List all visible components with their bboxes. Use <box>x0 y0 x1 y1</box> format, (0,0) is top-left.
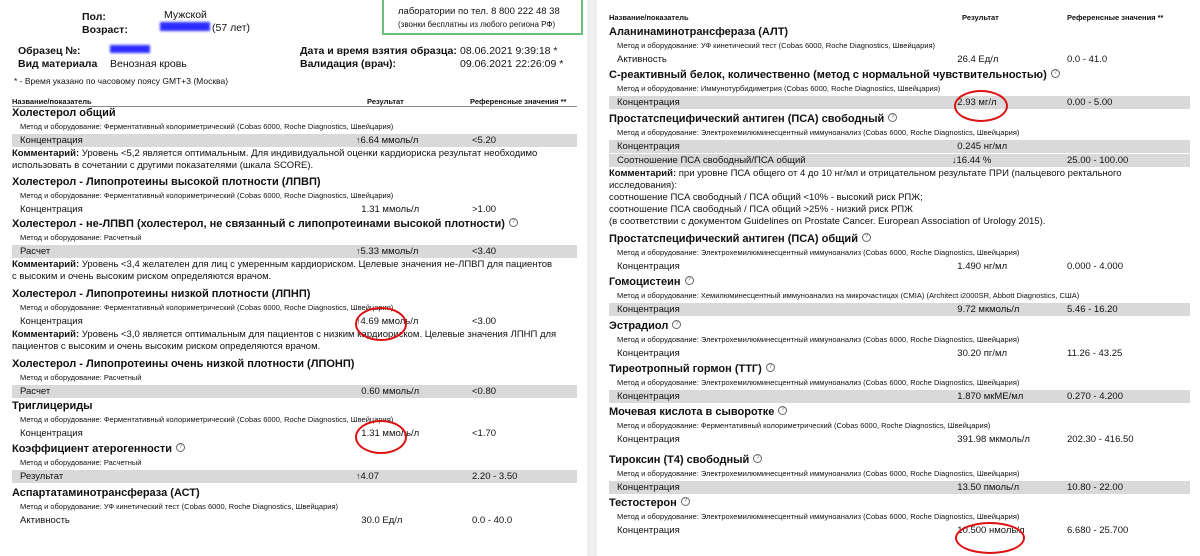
method-text: Метод и оборудование: Ферментативный колориметрический (Cobas 6000, Roche Diagnostics, Швейцария) <box>617 421 991 430</box>
result-row <box>609 96 1190 109</box>
indicator-name: Концентрация <box>20 428 83 439</box>
arrow-up-icon: ↑ <box>356 471 361 481</box>
indicator-name: Концентрация <box>617 141 680 152</box>
test-title-text: Аспартатаминотрансфераза (АСТ) <box>12 487 200 499</box>
result-row <box>609 140 1190 153</box>
test-title-text: Гомоцистеин <box>609 276 681 288</box>
result-text: 2.93 мг/л <box>957 97 997 108</box>
result-row <box>12 514 577 527</box>
result-value <box>952 304 1019 315</box>
test-section <box>597 233 1200 273</box>
comment-label: Комментарий: <box>12 259 80 270</box>
test-title-text: Тиреотропный гормон (ТТГ) <box>609 363 762 375</box>
lab-contact-box <box>382 0 583 35</box>
result-text: 1.870 мкМЕ/мл <box>957 391 1024 402</box>
test-title <box>12 487 200 499</box>
arrow-up-icon: ↑ <box>356 246 361 256</box>
method-text: Метод и оборудование: Ферментативный колориметрический (Cobas 6000, Roche Diagnostics, Швейцария) <box>20 303 394 312</box>
reference-range: 0.0 - 41.0 <box>1067 54 1108 65</box>
method-text: Метод и оборудование: Иммунотурбидиметрия (Cobas 6000, Roche Diagnostics, Швейцария) <box>617 84 941 93</box>
reference-range: 202.30 - 416.50 <box>1067 434 1134 445</box>
indicator-name: Соотношение ПСА свободный/ПСА общий <box>617 155 806 166</box>
comment-line: (в соответствии с документом Guidelines on Prostate Cancer. European Association of Urology 2015). <box>609 216 1046 227</box>
result-value <box>356 515 402 526</box>
highlight-circle-crp <box>954 90 1008 122</box>
test-title <box>12 288 310 300</box>
test-section <box>597 320 1200 360</box>
result-row <box>609 154 1190 167</box>
result-row <box>12 385 577 398</box>
result-value <box>952 434 1030 445</box>
indicator-name: Концентрация <box>617 348 680 359</box>
reference-range: 0.0 - 40.0 <box>472 515 513 526</box>
test-section <box>0 443 587 483</box>
indicator-name: Расчет <box>20 246 51 257</box>
col-header-result: Результат <box>962 13 999 22</box>
reference-range: <3.00 <box>472 316 497 327</box>
comment-line: соотношение ПСА свободный / ПСА общий >25% - низкий риск РПЖ <box>609 204 913 215</box>
method-text: Метод и оборудование: Расчетный <box>20 233 142 242</box>
date-value: 08.06.2021 9:39:18 * <box>460 45 558 57</box>
comment-line: Уровень <3,0 является оптимальным для пациентов с низким кардиориском. Целевые значения ЛПНП для <box>79 329 557 340</box>
test-title-text: Простатспецифический антиген (ПСА) свободный <box>609 113 885 125</box>
test-title <box>12 218 518 230</box>
result-value <box>952 482 1019 493</box>
timezone-note: * - Время указано по часовому поясу GMT+3 (Москва) <box>14 76 229 86</box>
result-value <box>356 246 418 257</box>
reference-range: <3.40 <box>472 246 497 257</box>
comment-line: соотношение ПСА свободный / ПСА общий <10% - высокий риск РПЖ; <box>609 192 923 203</box>
result-value <box>952 348 1007 359</box>
date-label: Дата и время взятия образца: <box>300 45 457 57</box>
indicator-name: Концентрация <box>617 97 680 108</box>
result-row <box>12 315 577 328</box>
result-value <box>356 471 379 482</box>
reference-range: 11.26 - 43.25 <box>1067 348 1123 359</box>
test-section <box>0 358 587 398</box>
indicator-name: Концентрация <box>617 434 680 445</box>
validation-value: 09.06.2021 22:26:09 * <box>460 58 564 70</box>
col-header-name: Название/показатель <box>12 97 92 106</box>
result-row <box>609 53 1190 66</box>
reference-range: 5.46 - 16.20 <box>1067 304 1118 315</box>
reference-range: 2.20 - 3.50 <box>472 471 518 482</box>
test-title-text: Аланинаминотрансфераза (АЛТ) <box>609 26 789 38</box>
test-section <box>0 288 587 352</box>
test-title <box>12 400 93 412</box>
test-title <box>609 320 681 332</box>
test-section <box>0 400 587 440</box>
test-title-text: С-реактивный белок, количественно (метод с нормальной чувствительностью) <box>609 69 1047 81</box>
comment-block <box>12 148 537 172</box>
right-page <box>597 0 1200 556</box>
result-value <box>356 204 419 215</box>
result-text: 5.33 ммоль/л <box>360 246 419 257</box>
result-row <box>12 245 577 258</box>
indicator-name: Концентрация <box>617 304 680 315</box>
arrow-down-icon: ↓ <box>952 155 957 165</box>
test-title-text: Триглицериды <box>12 400 93 412</box>
lab-phone-note: (звонки бесплатны из любого региона РФ) <box>398 20 556 29</box>
comment-line: при уровне ПСА общего от 4 до 10 нг/мл и отрицательном результате ПРИ (пальцевого ректального <box>676 168 1122 179</box>
result-row <box>609 481 1190 494</box>
test-section <box>597 276 1200 316</box>
highlight-circle-ldl <box>355 307 407 341</box>
indicator-name: Активность <box>20 515 70 526</box>
result-row <box>12 134 577 147</box>
test-section <box>597 497 1200 537</box>
reference-range: >1.00 <box>472 204 497 215</box>
test-title <box>609 26 788 38</box>
info-icon[interactable]: ? <box>888 113 897 122</box>
info-icon[interactable]: ? <box>176 443 185 452</box>
result-text: 0.60 ммоль/л <box>361 386 420 397</box>
result-row <box>609 524 1190 537</box>
sex-label: Пол: <box>82 11 106 23</box>
result-row <box>12 203 577 216</box>
redacted-sample-number <box>110 45 150 53</box>
result-row <box>609 260 1190 273</box>
age-value: (57 лет) <box>212 22 251 34</box>
validation-label: Валидация (врач): <box>300 58 397 70</box>
method-text: Метод и оборудование: Ферментативный колориметрический (Cobas 6000, Roche Diagnostics, Швейцария) <box>20 122 394 131</box>
result-text: 26.4 Ед/л <box>957 54 999 65</box>
method-text: Метод и оборудование: Ферментативный колориметрический (Cobas 6000, Roche Diagnostics, Швейцария) <box>20 415 394 424</box>
result-row <box>609 433 1190 446</box>
method-text: Метод и оборудование: Хемилюминесцентный иммуноанализ на микрочастицах (CMIA) (Architect i2000SR, Abbott Diagnostics, США) <box>617 291 1080 300</box>
method-text: Метод и оборудование: Расчетный <box>20 458 142 467</box>
comment-block <box>609 168 1122 228</box>
info-icon[interactable]: ? <box>753 454 762 463</box>
result-text: 391.98 мкмоль/л <box>957 434 1030 445</box>
indicator-name: Концентрация <box>617 391 680 402</box>
arrow-up-icon: ↑ <box>356 316 361 326</box>
indicator-name: Результат <box>20 471 64 482</box>
test-title <box>609 454 762 466</box>
result-value <box>952 54 998 65</box>
left-page <box>0 0 587 556</box>
info-icon[interactable]: ? <box>862 233 871 242</box>
test-title <box>609 69 1060 81</box>
material-value: Венозная кровь <box>110 58 187 70</box>
result-text: 0.245 нг/мл <box>957 141 1008 152</box>
test-title-text: Холестерол - Липопротеины низкой плотности (ЛПНП) <box>12 288 311 300</box>
result-row <box>12 470 577 483</box>
test-title <box>609 363 775 375</box>
result-value <box>356 386 419 397</box>
test-title <box>12 443 185 455</box>
comment-block <box>12 329 556 353</box>
result-text: 1.490 нг/мл <box>957 261 1008 272</box>
highlight-circle-tg <box>355 420 407 454</box>
test-title-text: Холестерол - Липопротеины высокой плотности (ЛПВП) <box>12 176 321 188</box>
method-text: Метод и оборудование: Электрохемилюминесцентный иммуноанализ (Cobas 6000, Roche Diagnostics, Швейцария) <box>617 335 1020 344</box>
result-row <box>609 303 1190 316</box>
info-icon[interactable]: ? <box>766 363 775 372</box>
test-title <box>12 358 354 370</box>
method-text: Метод и оборудование: Электрохемилюминесцентный иммуноанализ (Cobas 6000, Roche Diagnostics, Швейцария) <box>617 469 1020 478</box>
result-row <box>609 347 1190 360</box>
result-row <box>609 390 1190 403</box>
method-text: Метод и оборудование: Электрохемилюминесцентный иммуноанализ (Cobas 6000, Roche Diagnostics, Швейцария) <box>617 512 1020 521</box>
indicator-name: Концентрация <box>617 261 680 272</box>
col-header-ref: Референсные значения ** <box>470 97 567 106</box>
reference-range: <5.20 <box>472 135 497 146</box>
arrow-up-icon: ↑ <box>356 135 361 145</box>
info-icon[interactable]: ? <box>509 218 518 227</box>
sample-label: Образец №: <box>18 45 81 57</box>
result-text: 9.72 мкмоль/л <box>957 304 1020 315</box>
comment-line: с высоким и очень высоким риском определяются врачом. <box>12 271 272 282</box>
result-text: 4.07 <box>360 471 379 482</box>
result-text: 30.20 пг/мл <box>957 348 1008 359</box>
comment-label: Комментарий: <box>609 168 677 179</box>
comment-line: Уровень <3,4 желателен для лиц с умеренным кардиориском. Целевые значения не-ЛПВП для пациентов <box>79 259 553 270</box>
test-title-text: Тестостерон <box>609 497 677 509</box>
reference-range: 0.00 - 5.00 <box>1067 97 1113 108</box>
reference-range: <1.70 <box>472 428 497 439</box>
info-icon[interactable]: ? <box>1051 69 1060 78</box>
test-title-text: Холестерол - Липопротеины очень низкой плотности (ЛПОНП) <box>12 358 355 370</box>
test-title-text: Простатспецифический антиген (ПСА) общий <box>609 233 858 245</box>
test-title-text: Тироксин (Т4) свободный <box>609 454 750 466</box>
indicator-name: Концентрация <box>617 482 680 493</box>
test-section <box>0 218 587 282</box>
result-value <box>356 135 418 146</box>
test-title-text: Коэффициент атерогенности <box>12 443 172 455</box>
test-title-text: Холестерол - не-ЛПВП (холестерол, не связанный с липопротеинами высокой плотности) <box>12 218 505 230</box>
comment-label: Комментарий: <box>12 329 80 340</box>
test-title <box>12 107 116 119</box>
indicator-name: Концентрация <box>617 525 680 536</box>
test-title <box>609 276 694 288</box>
reference-range: 0.000 - 4.000 <box>1067 261 1123 272</box>
age-label: Возраст: <box>82 24 128 36</box>
test-section <box>597 363 1200 403</box>
test-title <box>609 497 690 509</box>
sex-value: Мужской <box>164 9 207 21</box>
test-section <box>0 176 587 216</box>
comment-block <box>12 259 552 283</box>
method-text: Метод и оборудование: Электрохемилюминесцентный иммуноанализ (Cobas 6000, Roche Diagnostics, Швейцария) <box>617 128 1020 137</box>
test-title <box>609 233 871 245</box>
lab-phone-line: лаборатории по тел. 8 800 222 48 38 <box>398 6 560 17</box>
comment-line: Уровень <5,2 является оптимальным. Для индивидуальной оценки кардиориска результат необходимо <box>79 148 538 159</box>
result-value <box>952 141 1007 152</box>
test-title <box>609 406 787 418</box>
result-text: 1.31 ммоль/л <box>361 204 420 215</box>
col-header-ref: Референсные значения ** <box>1067 13 1164 22</box>
method-text: Метод и оборудование: УФ кинетический тест (Cobas 6000, Roche Diagnostics, Швейцария) <box>617 41 936 50</box>
test-title <box>12 176 321 188</box>
col-header-name: Название/показатель <box>609 13 689 22</box>
reference-range: 6.680 - 25.700 <box>1067 525 1129 536</box>
test-section <box>597 26 1200 66</box>
comment-label: Комментарий: <box>12 148 80 159</box>
result-value <box>952 155 991 166</box>
test-section <box>597 113 1200 227</box>
info-icon[interactable]: ? <box>681 497 690 506</box>
reference-range: 10.80 - 22.00 <box>1067 482 1123 493</box>
info-icon[interactable]: ? <box>778 406 787 415</box>
reference-range: <0.80 <box>472 386 497 397</box>
result-text: 13.50 пмоль/л <box>957 482 1020 493</box>
info-icon[interactable]: ? <box>672 320 681 329</box>
comment-line: пациентов с высоким и очень высоким риском определяются врачом. <box>12 341 321 352</box>
comment-line: использовать в сочетании с другими показателями (шкала SCORE). <box>12 160 314 171</box>
test-section <box>597 69 1200 109</box>
method-text: Метод и оборудование: Электрохемилюминесцентный иммуноанализ (Cobas 6000, Roche Diagnostics, Швейцария) <box>617 378 1020 387</box>
indicator-name: Расчет <box>20 386 51 397</box>
result-text: 1.31 ммоль/л <box>361 428 420 439</box>
result-row <box>12 427 577 440</box>
method-text: Метод и оборудование: Электрохемилюминесцентный иммуноанализ (Cobas 6000, Roche Diagnostics, Швейцария) <box>617 248 1020 257</box>
indicator-name: Концентрация <box>20 316 83 327</box>
reference-range: 0.270 - 4.200 <box>1067 391 1123 402</box>
result-text: 10.500 нмоль/л <box>957 525 1025 536</box>
test-title-text: Эстрадиол <box>609 320 669 332</box>
method-text: Метод и оборудование: Расчетный <box>20 373 142 382</box>
test-section <box>597 406 1200 446</box>
test-title-text: Мочевая кислота в сыворотке <box>609 406 775 418</box>
method-text: Метод и оборудование: Ферментативный колориметрический (Cobas 6000, Roche Diagnostics, Швейцария) <box>20 191 394 200</box>
test-section <box>597 454 1200 494</box>
comment-line: исследования): <box>609 180 677 191</box>
test-section <box>0 487 587 527</box>
result-text: 6.64 ммоль/л <box>360 135 419 146</box>
material-label: Вид материала <box>18 58 98 70</box>
result-text: 30.0 Ед/л <box>361 515 403 526</box>
info-icon[interactable]: ? <box>685 276 694 285</box>
test-section <box>0 107 587 171</box>
col-header-result: Результат <box>367 97 404 106</box>
result-value <box>952 391 1023 402</box>
indicator-name: Концентрация <box>20 204 83 215</box>
test-title <box>609 113 897 125</box>
indicator-name: Активность <box>617 54 667 65</box>
redacted-birthdate <box>160 22 210 31</box>
result-value <box>952 261 1007 272</box>
result-text: 16.44 % <box>956 155 992 166</box>
result-text: 4.69 ммоль/л <box>360 316 419 327</box>
method-text: Метод и оборудование: УФ кинетический тест (Cobas 6000, Roche Diagnostics, Швейцария) <box>20 502 339 511</box>
highlight-circle-testosterone <box>955 522 1025 554</box>
test-title-text: Холестерол общий <box>12 107 116 119</box>
reference-range: 25.00 - 100.00 <box>1067 155 1129 166</box>
indicator-name: Концентрация <box>20 135 83 146</box>
